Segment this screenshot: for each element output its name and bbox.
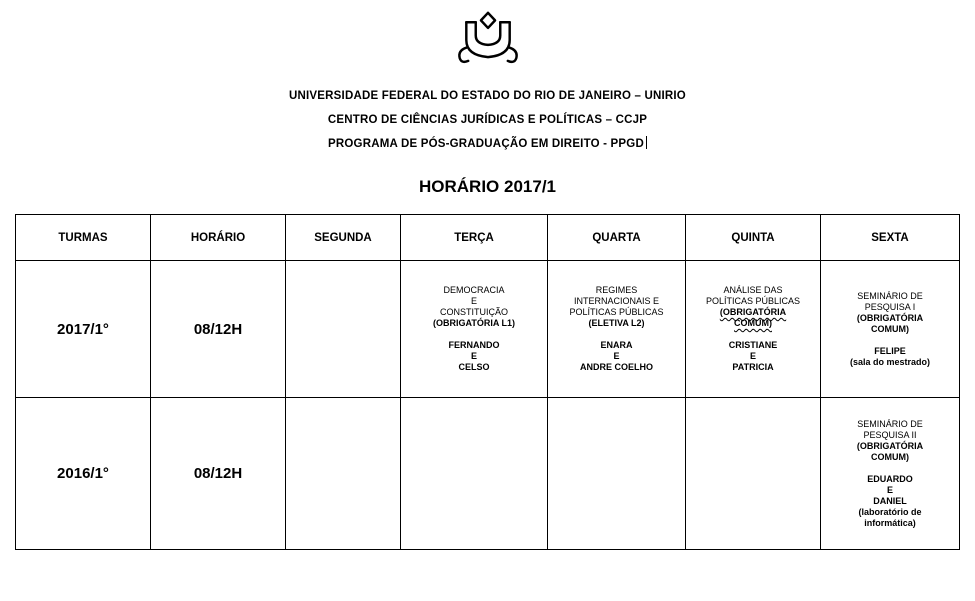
schedule-line: (OBRIGATÓRIA — [856, 312, 924, 323]
schedule-line: POLÍTICAS PÚBLICAS — [569, 307, 664, 317]
schedule-line: POLÍTICAS PÚBLICAS — [705, 296, 801, 306]
schedule-line: CELSO — [458, 362, 490, 372]
program-name — [0, 132, 975, 156]
column-header-quarta: QUARTA — [548, 215, 686, 261]
schedule-cell-segunda — [286, 398, 401, 550]
schedule-line: E — [470, 351, 477, 361]
column-header-segunda: SEGUNDA — [286, 215, 401, 261]
table-row — [16, 398, 960, 550]
schedule-line: DANIEL — [873, 495, 907, 506]
schedule-line: informática) — [864, 517, 916, 528]
table-header — [16, 215, 960, 261]
schedule-line: PESQUISA II — [863, 429, 917, 440]
schedule-line: E — [749, 351, 756, 361]
document-header — [0, 84, 975, 156]
schedule-line: SEMINÁRIO DE — [857, 418, 923, 429]
schedule-line: CRISTIANE — [728, 340, 778, 350]
program-name-text: PROGRAMA DE PÓS-GRADUAÇÃO EM DIREITO - PPGD — [328, 138, 644, 150]
schedule-line: FERNANDO — [448, 340, 500, 350]
horario-cell: 08/12H — [151, 261, 286, 398]
schedule-line: E — [613, 351, 620, 361]
horario-cell: 08/12H — [151, 398, 286, 550]
schedule-cell-sexta — [821, 261, 960, 398]
schedule-line: PATRICIA — [732, 362, 774, 372]
schedule-cell-quarta — [548, 261, 686, 398]
schedule-line — [823, 335, 957, 346]
table-row — [16, 261, 960, 398]
schedule-body — [16, 261, 960, 550]
schedule-line — [823, 463, 957, 474]
column-header-terca: TERÇA — [401, 215, 548, 261]
text-caret — [646, 136, 647, 149]
schedule-cell-terca — [401, 398, 548, 550]
schedule-line — [403, 329, 545, 340]
schedule-cell-quinta — [686, 398, 821, 550]
schedule-line: COMUM) — [871, 451, 909, 462]
turma-cell: 2017/1° — [16, 261, 151, 398]
schedule-line: E — [470, 296, 477, 306]
schedule-cell-sexta — [821, 398, 960, 550]
schedule-cell-terca — [401, 261, 548, 398]
schedule-line: (laboratório de — [858, 506, 922, 517]
turma-cell: 2016/1° — [16, 398, 151, 550]
center-name: CENTRO DE CIÊNCIAS JURÍDICAS E POLÍTICAS – CCJP — [327, 114, 648, 126]
schedule-line: EDUARDO — [867, 473, 913, 484]
schedule-line: REGIMES — [595, 285, 638, 295]
column-header-sexta: SEXTA — [821, 215, 960, 261]
university-name: UNIVERSIDADE FEDERAL DO ESTADO DO RIO DE JANEIRO – UNIRIO — [289, 90, 686, 102]
schedule-line: (sala do mestrado) — [849, 356, 931, 367]
column-header-quinta: QUINTA — [686, 215, 821, 261]
schedule-line — [550, 329, 683, 340]
schedule-cell-quarta — [548, 398, 686, 550]
logo-container — [0, 0, 975, 76]
schedule-line: (OBRIGATÓRIA L1) — [433, 318, 515, 328]
schedule-line: (ELETIVA L2) — [588, 318, 645, 328]
schedule-cell-segunda — [286, 261, 401, 398]
schedule-line: COMUM) — [871, 323, 909, 334]
schedule-line: E — [886, 484, 893, 495]
schedule-line: ANÁLISE DAS — [723, 285, 783, 295]
schedule-line: CONSTITUIÇÃO — [439, 307, 508, 317]
schedule-table — [15, 214, 960, 550]
column-header-turmas: TURMAS — [16, 215, 151, 261]
schedule-line: SEMINÁRIO DE — [857, 290, 923, 301]
header-row — [16, 215, 960, 261]
schedule-line: INTERNACIONAIS E — [573, 296, 659, 306]
schedule-line: (OBRIGATÓRIA — [856, 440, 924, 451]
schedule-line: (OBRIGATÓRIA — [719, 307, 787, 317]
unirio-logo — [448, 10, 528, 76]
schedule-line: FELIPE — [874, 345, 906, 356]
schedule-line — [688, 329, 818, 340]
schedule-line: ENARA — [600, 340, 633, 350]
schedule-line: COMUM) — [734, 318, 772, 328]
schedule-line: ANDRE COELHO — [579, 362, 653, 372]
schedule-line: PESQUISA I — [864, 301, 916, 312]
schedule-line: DEMOCRACIA — [443, 285, 505, 295]
schedule-cell-quinta — [686, 261, 821, 398]
column-header-horario: HORÁRIO — [151, 215, 286, 261]
page-title: HORÁRIO 2017/1 — [419, 177, 556, 196]
